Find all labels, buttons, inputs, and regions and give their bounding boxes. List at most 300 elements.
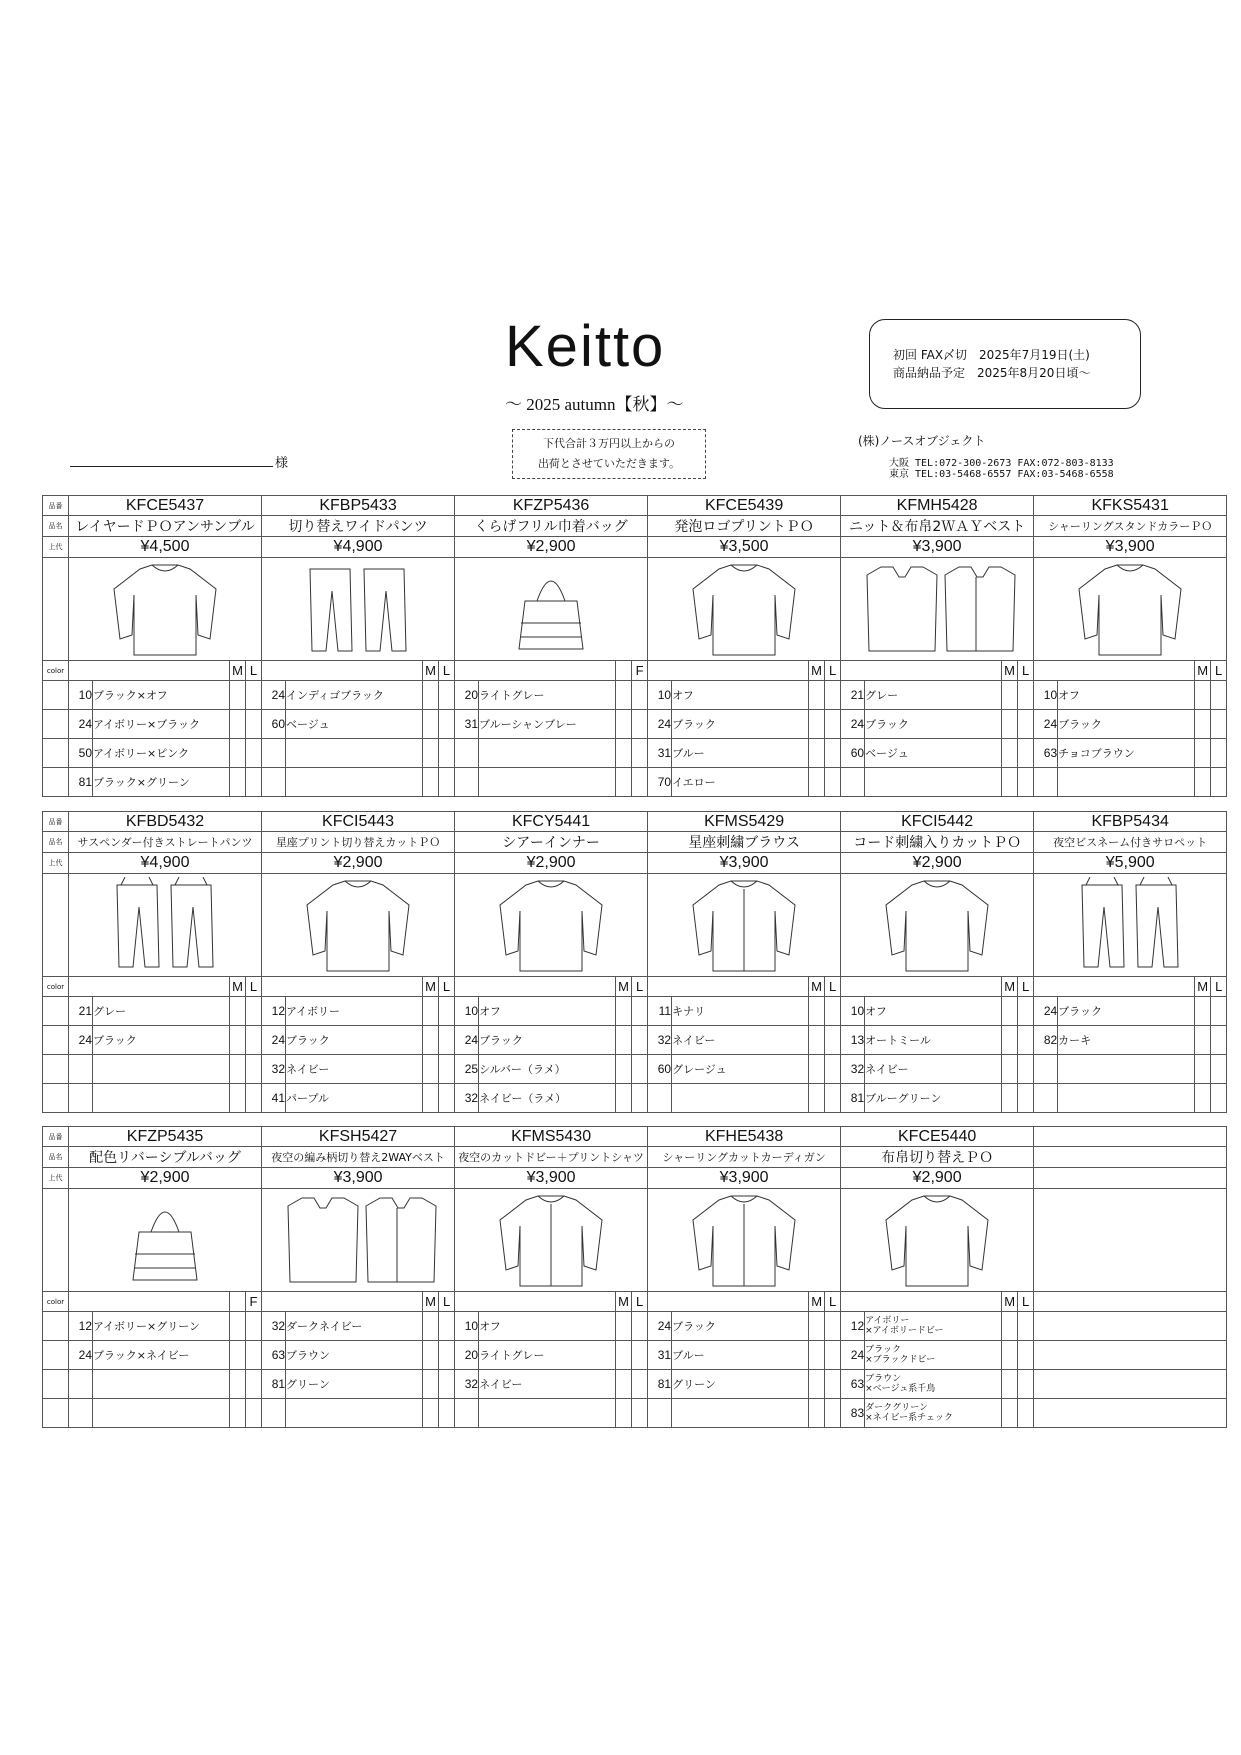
color-number: 24 [69, 1341, 93, 1370]
color-name-empty [865, 768, 1002, 797]
qty-input[interactable] [246, 768, 262, 797]
color-number: 24 [1034, 710, 1058, 739]
qty-input[interactable] [616, 1312, 632, 1341]
color-name [865, 1312, 1002, 1341]
row-label-code: 品番 [43, 1127, 69, 1147]
color-number: 24 [841, 710, 865, 739]
product-price: ¥3,900 [455, 1168, 648, 1189]
qty-input[interactable] [809, 1026, 825, 1055]
size-header-spacer [841, 661, 1002, 681]
color-name: ブラック [286, 1026, 423, 1055]
qty-input[interactable] [632, 739, 648, 768]
qty-input[interactable] [1002, 1370, 1018, 1399]
size-header-spacer [1034, 661, 1195, 681]
color-num-empty [648, 1399, 672, 1428]
knit-top-illustration [69, 558, 262, 661]
qty-input[interactable] [825, 681, 841, 710]
size-header: L [1018, 977, 1034, 997]
row-label-empty [43, 1370, 69, 1399]
color-number: 32 [455, 1084, 479, 1113]
row-label-image [43, 874, 69, 977]
color-name-empty [479, 739, 616, 768]
qty-input[interactable] [439, 1370, 455, 1399]
color-number: 10 [455, 1312, 479, 1341]
qty-input[interactable] [1018, 681, 1034, 710]
product-code: KFBD5432 [69, 812, 262, 832]
color-name: シルバー（ラメ） [479, 1055, 616, 1084]
qty-input[interactable] [825, 1055, 841, 1084]
color-name: ブラック [1058, 710, 1195, 739]
color-name: オフ [479, 1312, 616, 1341]
qty-input[interactable] [616, 1341, 632, 1370]
color-name: インディゴブラック [286, 681, 423, 710]
qty-input[interactable] [1002, 1026, 1018, 1055]
qty-input[interactable] [616, 1055, 632, 1084]
qty-input[interactable] [809, 681, 825, 710]
color-name-empty [479, 768, 616, 797]
qty-input[interactable] [632, 1341, 648, 1370]
size-header-spacer [648, 977, 809, 997]
color-number: 41 [262, 1084, 286, 1113]
product-price: ¥3,500 [648, 537, 841, 558]
color-num-empty [841, 768, 865, 797]
qty-input[interactable] [1195, 1055, 1211, 1084]
qty-input[interactable] [230, 1399, 246, 1428]
product-price: ¥4,900 [69, 853, 262, 874]
qty-input[interactable] [1002, 997, 1018, 1026]
color-name-empty [672, 1084, 809, 1113]
size-header: M [230, 977, 246, 997]
qty-input[interactable] [632, 768, 648, 797]
product-name: 夜空ビスネーム付きサロペット [1034, 832, 1227, 853]
size-header-spacer [648, 661, 809, 681]
qty-input[interactable] [230, 710, 246, 739]
qty-input[interactable] [230, 997, 246, 1026]
qty-input[interactable] [1018, 1370, 1034, 1399]
qty-input[interactable] [1195, 1026, 1211, 1055]
product-price: ¥4,500 [69, 537, 262, 558]
color-name-empty [286, 1399, 423, 1428]
product-code: KFCI5443 [262, 812, 455, 832]
delivery-date: 商品納品予定 2025年8月20日頃～ [893, 366, 1091, 380]
qty-input[interactable] [616, 1370, 632, 1399]
qty-input[interactable] [825, 1399, 841, 1428]
color-name: グリーン [286, 1370, 423, 1399]
qty-input[interactable] [1002, 710, 1018, 739]
color-name-line2: ×ベージュ系千鳥 [865, 1384, 936, 1394]
color-num-empty [69, 1370, 93, 1399]
qty-input[interactable] [825, 739, 841, 768]
customer-name-field[interactable] [70, 452, 273, 467]
qty-input[interactable] [616, 768, 632, 797]
qty-input[interactable] [423, 768, 439, 797]
qty-input[interactable] [1002, 1312, 1018, 1341]
qty-input[interactable] [825, 710, 841, 739]
size-header: L [439, 977, 455, 997]
print-shirt-illustration [455, 1189, 648, 1292]
qty-input[interactable] [439, 1312, 455, 1341]
color-number: 32 [841, 1055, 865, 1084]
color-name: ブラウン [286, 1341, 423, 1370]
color-number: 24 [262, 681, 286, 710]
qty-input[interactable] [632, 1055, 648, 1084]
product-price: ¥2,900 [841, 1168, 1034, 1189]
qty-input[interactable] [809, 768, 825, 797]
color-number: 10 [841, 997, 865, 1026]
product-price: ¥3,900 [262, 1168, 455, 1189]
size-header: M [1002, 1292, 1018, 1312]
qty-input[interactable] [1002, 1399, 1018, 1428]
color-name-empty [672, 1399, 809, 1428]
row-label-name: 品名 [43, 516, 69, 537]
product-name: コード刺繍入りカットＰＯ [841, 832, 1034, 853]
size-header-spacer [262, 977, 423, 997]
color-number: 63 [1034, 739, 1058, 768]
shirring-top-illustration [1034, 558, 1227, 661]
size-header-spacer [648, 1292, 809, 1312]
color-number: 24 [841, 1341, 865, 1370]
color-number: 13 [841, 1026, 865, 1055]
qty-input[interactable] [246, 1341, 262, 1370]
qty-input[interactable] [616, 739, 632, 768]
product-price: ¥2,900 [455, 537, 648, 558]
row-label-image [43, 558, 69, 661]
qty-input[interactable] [1195, 710, 1211, 739]
size-header: L [439, 661, 455, 681]
qty-input[interactable] [423, 1084, 439, 1113]
color-number: 32 [262, 1055, 286, 1084]
color-number: 60 [262, 710, 286, 739]
color-number: 32 [262, 1312, 286, 1341]
qty-input[interactable] [423, 739, 439, 768]
qty-input[interactable] [1211, 681, 1227, 710]
blouse-illustration [648, 874, 841, 977]
qty-input[interactable] [809, 1312, 825, 1341]
qty-input[interactable] [423, 1341, 439, 1370]
qty-input[interactable] [825, 1341, 841, 1370]
qty-input[interactable] [1018, 739, 1034, 768]
color-number: 50 [69, 739, 93, 768]
qty-input[interactable] [1002, 1084, 1018, 1113]
qty-input[interactable] [230, 739, 246, 768]
color-name: ライトグレー [479, 681, 616, 710]
product-code: KFSH5427 [262, 1127, 455, 1147]
size-header-spacer [841, 1292, 1002, 1312]
size-header: L [632, 1292, 648, 1312]
product-name: シアーインナー [455, 832, 648, 853]
qty-input[interactable] [1211, 1084, 1227, 1113]
qty-input[interactable] [423, 1055, 439, 1084]
color-name-line1: ブラック [865, 1345, 901, 1355]
empty-cell [1034, 1127, 1227, 1147]
qty-input[interactable] [1195, 1084, 1211, 1113]
color-name-empty [286, 768, 423, 797]
color-name: カーキ [1058, 1026, 1195, 1055]
color-name [865, 1370, 1002, 1399]
color-name: ブラック [93, 1026, 230, 1055]
qty-input[interactable] [1211, 768, 1227, 797]
product-name: 切り替えワイドパンツ [262, 516, 455, 537]
qty-input[interactable] [439, 739, 455, 768]
qty-input[interactable] [1018, 1312, 1034, 1341]
size-header: M [423, 977, 439, 997]
qty-input[interactable] [632, 681, 648, 710]
qty-input[interactable] [439, 710, 455, 739]
size-header: L [825, 1292, 841, 1312]
size-header-spacer [262, 661, 423, 681]
color-number: 24 [455, 1026, 479, 1055]
color-name: ブラック [672, 1312, 809, 1341]
qty-input[interactable] [809, 1084, 825, 1113]
qty-input[interactable] [809, 739, 825, 768]
product-name: 布帛切り替えＰＯ [841, 1147, 1034, 1168]
qty-input[interactable] [423, 1399, 439, 1428]
size-header-spacer [230, 1292, 246, 1312]
qty-input[interactable] [423, 1370, 439, 1399]
size-header: M [230, 661, 246, 681]
color-number: 12 [841, 1312, 865, 1341]
reversible-bag-illustration [69, 1189, 262, 1292]
size-header: M [423, 661, 439, 681]
product-code: KFCE5440 [841, 1127, 1034, 1147]
qty-input[interactable] [423, 997, 439, 1026]
color-number: 12 [69, 1312, 93, 1341]
color-name: ネイビー（ラメ） [479, 1084, 616, 1113]
size-header: M [1002, 661, 1018, 681]
color-name-empty [1058, 1084, 1195, 1113]
qty-input[interactable] [632, 1026, 648, 1055]
qty-input[interactable] [616, 1026, 632, 1055]
color-num-empty [1034, 1055, 1058, 1084]
empty-cell [1034, 1399, 1227, 1428]
color-number: 81 [262, 1370, 286, 1399]
qty-input[interactable] [825, 1370, 841, 1399]
qty-input[interactable] [809, 1341, 825, 1370]
row-label-price: 上代 [43, 853, 69, 874]
product-name: 星座刺繍ブラウス [648, 832, 841, 853]
color-name: ベージュ [286, 710, 423, 739]
brand-logo: Keitto [505, 314, 666, 379]
qty-spacer [230, 1312, 246, 1341]
qty-input[interactable] [246, 1399, 262, 1428]
qty-input[interactable] [439, 1399, 455, 1428]
qty-input[interactable] [1195, 768, 1211, 797]
qty-input[interactable] [1211, 1026, 1227, 1055]
product-name: サスペンダー付きストレートパンツ [69, 832, 262, 853]
qty-input[interactable] [809, 710, 825, 739]
fax-deadline: 初回 FAX〆切 2025年7月19日(土) [893, 348, 1090, 362]
product-code: KFCE5437 [69, 496, 262, 516]
qty-input[interactable] [1211, 739, 1227, 768]
size-header: M [1195, 977, 1211, 997]
qty-input[interactable] [1195, 681, 1211, 710]
qty-input[interactable] [632, 997, 648, 1026]
qty-input[interactable] [423, 1312, 439, 1341]
color-num-empty [455, 768, 479, 797]
row-label-color: color [43, 661, 69, 681]
qty-input[interactable] [809, 997, 825, 1026]
row-label-empty [43, 710, 69, 739]
qty-input[interactable] [616, 1084, 632, 1113]
qty-input[interactable] [825, 1312, 841, 1341]
qty-input[interactable] [423, 681, 439, 710]
qty-input[interactable] [1002, 681, 1018, 710]
color-num-empty [69, 1084, 93, 1113]
color-number: 24 [648, 1312, 672, 1341]
color-number: 82 [1034, 1026, 1058, 1055]
product-code: KFMH5428 [841, 496, 1034, 516]
qty-input[interactable] [230, 1055, 246, 1084]
qty-spacer [616, 710, 632, 739]
row-label-empty [43, 681, 69, 710]
qty-input[interactable] [246, 1026, 262, 1055]
color-name: ブルーグリーン [865, 1084, 1002, 1113]
product-price: ¥2,900 [841, 853, 1034, 874]
qty-input[interactable] [616, 1399, 632, 1428]
qty-input[interactable] [246, 997, 262, 1026]
qty-input[interactable] [439, 768, 455, 797]
qty-input[interactable] [632, 710, 648, 739]
color-name: ネイビー [286, 1055, 423, 1084]
qty-input[interactable] [1018, 768, 1034, 797]
qty-input[interactable] [246, 710, 262, 739]
qty-input[interactable] [246, 681, 262, 710]
qty-input[interactable] [1018, 1341, 1034, 1370]
qty-input[interactable] [1002, 768, 1018, 797]
color-number: 10 [69, 681, 93, 710]
color-name: ネイビー [865, 1055, 1002, 1084]
size-header-spacer [455, 1292, 616, 1312]
qty-input[interactable] [439, 1055, 455, 1084]
product-block-3 [42, 1126, 1227, 1428]
qty-input[interactable] [825, 1026, 841, 1055]
qty-input[interactable] [1018, 710, 1034, 739]
color-name: イエロー [672, 768, 809, 797]
row-label-empty [43, 768, 69, 797]
color-num-empty [262, 1399, 286, 1428]
row-label-code: 品番 [43, 496, 69, 516]
season-title: ～ 2025 autumn【秋】～ [505, 395, 684, 414]
qty-input[interactable] [632, 1399, 648, 1428]
qty-input[interactable] [1211, 710, 1227, 739]
qty-input[interactable] [246, 739, 262, 768]
color-name: ベージュ [865, 739, 1002, 768]
qty-input[interactable] [632, 1370, 648, 1399]
qty-input[interactable] [1195, 997, 1211, 1026]
qty-input[interactable] [809, 1399, 825, 1428]
qty-input[interactable] [825, 1084, 841, 1113]
qty-input[interactable] [230, 681, 246, 710]
qty-input[interactable] [439, 1026, 455, 1055]
qty-input[interactable] [246, 1055, 262, 1084]
color-name: ブルー [672, 739, 809, 768]
contact-info [889, 458, 1114, 480]
embroidered-top-illustration [841, 874, 1034, 977]
qty-input[interactable] [809, 1370, 825, 1399]
empty-cell [1034, 1147, 1227, 1168]
color-name-empty [93, 1399, 230, 1428]
size-header: L [439, 1292, 455, 1312]
color-name: キナリ [672, 997, 809, 1026]
size-header: M [809, 977, 825, 997]
qty-input[interactable] [230, 1084, 246, 1113]
color-number: 10 [648, 681, 672, 710]
product-name: シャーリングカットカーディガン [648, 1147, 841, 1168]
color-number: 21 [69, 997, 93, 1026]
size-header: M [809, 661, 825, 681]
qty-input[interactable] [1018, 1399, 1034, 1428]
company-name: (株)ノースオブジェクト [858, 434, 986, 448]
size-header: L [1018, 1292, 1034, 1312]
color-number: 83 [841, 1399, 865, 1428]
qty-input[interactable] [1018, 997, 1034, 1026]
qty-input[interactable] [230, 1370, 246, 1399]
color-name: オフ [479, 997, 616, 1026]
qty-input[interactable] [230, 768, 246, 797]
color-number: 32 [455, 1370, 479, 1399]
color-name-empty [286, 739, 423, 768]
color-name-line2: ×アイボリードビー [865, 1326, 944, 1336]
empty-cell [1034, 1189, 1227, 1292]
qty-input[interactable] [246, 1312, 262, 1341]
qty-input[interactable] [439, 681, 455, 710]
product-name: 夜空のカットドビー＋プリントシャツ [455, 1147, 648, 1168]
qty-input[interactable] [825, 997, 841, 1026]
qty-input[interactable] [423, 710, 439, 739]
qty-input[interactable] [825, 768, 841, 797]
row-label-empty [43, 1084, 69, 1113]
qty-input[interactable] [1018, 1084, 1034, 1113]
qty-input[interactable] [1195, 739, 1211, 768]
qty-input[interactable] [1018, 1026, 1034, 1055]
qty-input[interactable] [1002, 1341, 1018, 1370]
size-header: L [1211, 661, 1227, 681]
qty-input[interactable] [632, 1084, 648, 1113]
size-header: L [1018, 661, 1034, 681]
qty-input[interactable] [439, 1084, 455, 1113]
qty-input[interactable] [439, 1341, 455, 1370]
color-name-empty [93, 1084, 230, 1113]
color-number: 10 [455, 997, 479, 1026]
size-header: F [246, 1292, 262, 1312]
color-name: チョコブラウン [1058, 739, 1195, 768]
qty-input[interactable] [616, 997, 632, 1026]
color-num-empty [648, 1084, 672, 1113]
qty-input[interactable] [632, 1312, 648, 1341]
qty-input[interactable] [423, 1026, 439, 1055]
empty-cell [1034, 1292, 1227, 1312]
qty-input[interactable] [439, 997, 455, 1026]
qty-input[interactable] [1018, 1055, 1034, 1084]
size-header-spacer [455, 977, 616, 997]
qty-input[interactable] [1002, 739, 1018, 768]
color-number: 20 [455, 681, 479, 710]
product-code: KFCE5439 [648, 496, 841, 516]
color-name: ライトグレー [479, 1341, 616, 1370]
qty-input[interactable] [1211, 997, 1227, 1026]
qty-input[interactable] [809, 1055, 825, 1084]
qty-input[interactable] [246, 1084, 262, 1113]
qty-input[interactable] [246, 1370, 262, 1399]
qty-input[interactable] [1211, 1055, 1227, 1084]
size-header: M [423, 1292, 439, 1312]
qty-input[interactable] [230, 1026, 246, 1055]
color-name: グリーン [672, 1370, 809, 1399]
product-price: ¥3,900 [648, 853, 841, 874]
row-label-name: 品名 [43, 832, 69, 853]
color-num-empty [1034, 768, 1058, 797]
qty-input[interactable] [1002, 1055, 1018, 1084]
